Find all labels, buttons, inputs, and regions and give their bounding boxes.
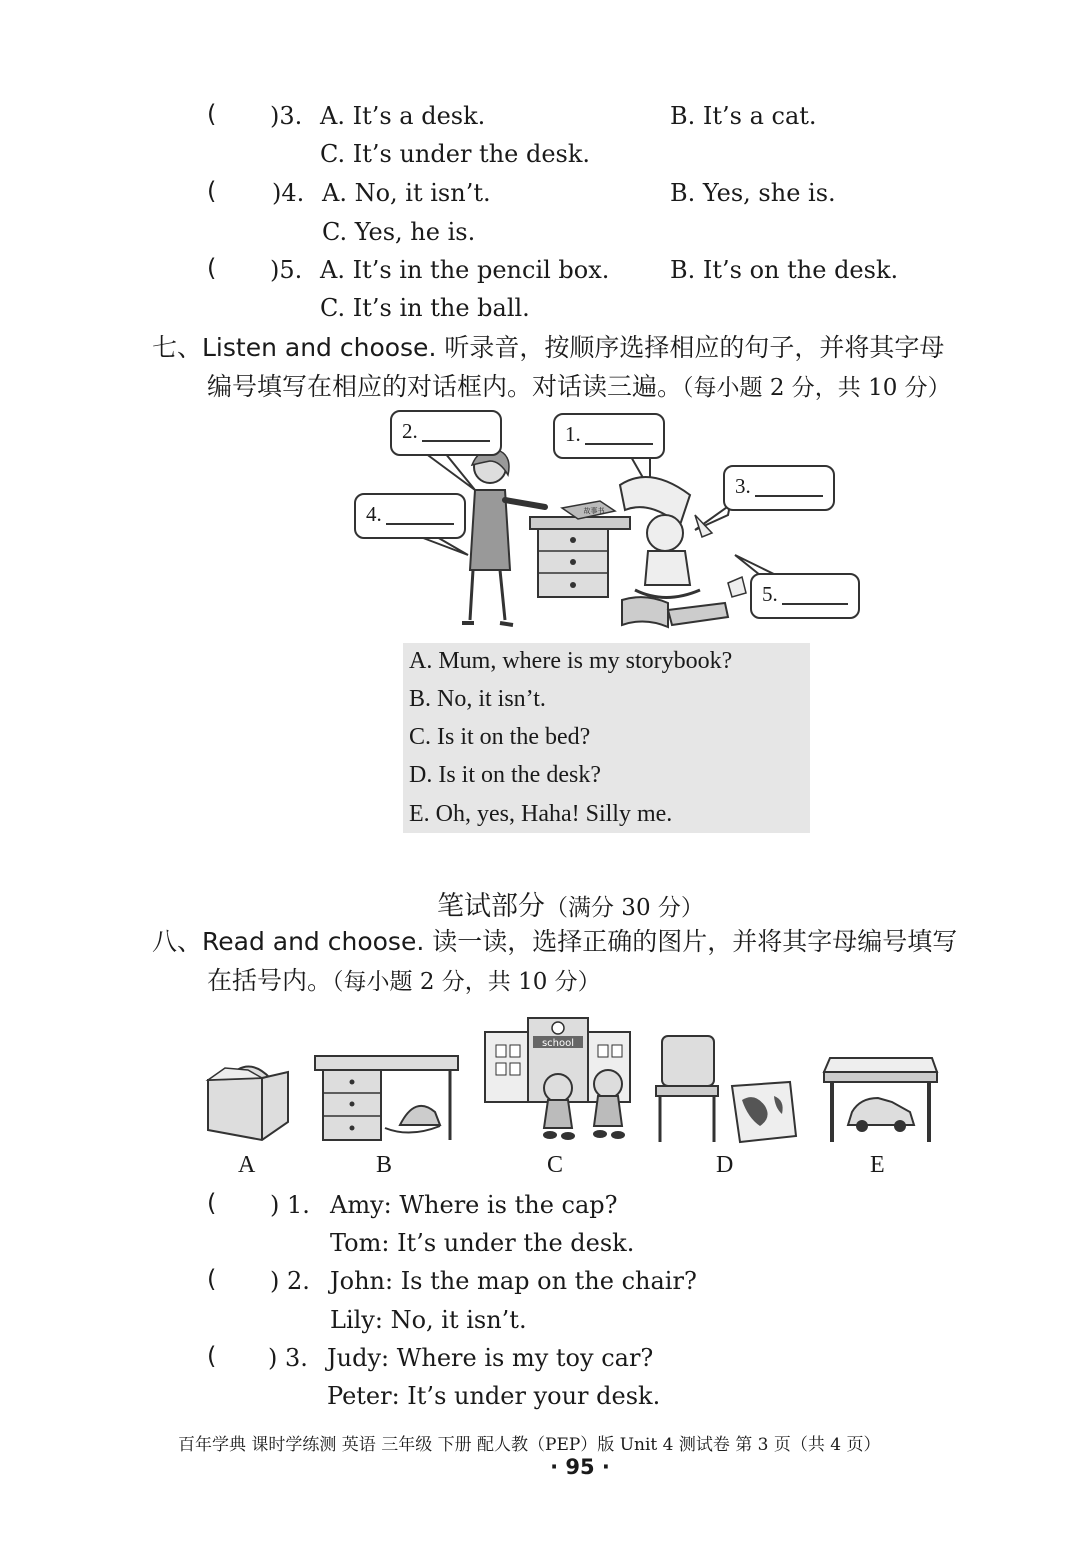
- speech-bubble-5[interactable]: [750, 573, 860, 619]
- section-8-heading-line2: [207, 964, 601, 999]
- dialogue-option-e: E. Oh, yes, Haha! Silly me.: [409, 801, 673, 827]
- option-c: C. Yes, he is.: [322, 218, 476, 246]
- mother-figure: [462, 450, 545, 625]
- section-8-instruction: 在括号内。: [207, 966, 333, 995]
- footer-text: 百年学典 课时学练测 英语 三年级 下册 配人教（PEP）版 Unit 4 测试卷 第 3 页（共 4 页）: [178, 1435, 881, 1455]
- picture-e-car-under-table: [824, 1058, 937, 1142]
- answer-paren[interactable]: (: [207, 177, 217, 205]
- question-number: )4.: [272, 179, 305, 207]
- option-a: A. No, it isn’t.: [322, 179, 491, 207]
- page-number: · 95 ·: [550, 1455, 610, 1479]
- section-8-points: （每小题 2 分，共 10 分）: [332, 969, 601, 995]
- dialogue-option-c: C. Is it on the bed?: [409, 724, 591, 750]
- bubble-number: 4.: [366, 502, 382, 526]
- boy-figure: [620, 477, 700, 598]
- dialogue-line-1: John: Is the map on the chair?: [330, 1267, 697, 1295]
- dialogue-option-d: D. Is it on the desk?: [409, 762, 601, 788]
- question-number: ) 3.: [268, 1344, 308, 1372]
- books-on-floor: [622, 597, 728, 627]
- picture-label-e: E: [870, 1152, 885, 1178]
- dialogue-options-box: [403, 643, 810, 833]
- option-b: B. Yes, she is.: [670, 179, 836, 207]
- dialogue-line-2: Tom: It’s under the desk.: [330, 1229, 635, 1257]
- choice-pictures: [200, 1000, 950, 1150]
- dialogue-line-1: Judy: Where is my toy car?: [327, 1344, 654, 1372]
- bubble-tail-2: [425, 453, 475, 490]
- written-part-points: （满分 30 分）: [545, 895, 704, 921]
- written-part-label: 笔试部分: [437, 891, 545, 922]
- answer-paren[interactable]: (: [207, 254, 217, 282]
- speech-bubble-1[interactable]: [553, 413, 665, 459]
- dialogue-option-a: A. Mum, where is my storybook?: [409, 648, 733, 674]
- question-number: )5.: [270, 256, 303, 284]
- section-7-points: （每小题 2 分，共 10 分）: [682, 375, 951, 401]
- bubble-number: 3.: [735, 474, 751, 498]
- option-b: B. It’s on the desk.: [670, 256, 899, 284]
- option-c: C. It’s under the desk.: [320, 140, 591, 168]
- dialogue-option-b: B. No, it isn’t.: [409, 686, 546, 712]
- speech-bubble-3[interactable]: [723, 465, 835, 511]
- option-b: B. It’s a cat.: [670, 102, 817, 130]
- section-7-heading-line2: [207, 370, 951, 405]
- dialogue-line-2: Peter: It’s under your desk.: [327, 1382, 661, 1410]
- option-c: C. It’s in the ball.: [320, 294, 530, 322]
- question-number: ) 2.: [270, 1267, 310, 1295]
- bubble-number: 2.: [402, 419, 418, 443]
- speech-bubble-2[interactable]: [390, 410, 502, 456]
- bubble-number: 5.: [762, 582, 778, 606]
- section-8-heading: 八、Read and choose. 读一读，选择正确的图片，并将其字母编号填写: [152, 927, 958, 956]
- dialogue-line-1: Amy: Where is the cap?: [330, 1191, 618, 1219]
- picture-b-cap-under-desk: [315, 1056, 458, 1140]
- picture-c-school: [485, 1018, 630, 1140]
- section-7-heading: 七、Listen and choose. 听录音，按顺序选择相应的句子，并将其字母: [152, 333, 945, 362]
- picture-label-c: C: [547, 1152, 564, 1178]
- question-number: )3.: [270, 102, 303, 130]
- dialogue-line-2: Lily: No, it isn’t.: [330, 1306, 527, 1334]
- answer-paren[interactable]: (: [207, 1265, 217, 1293]
- storybook-label: 故事书: [583, 507, 605, 515]
- answer-paren[interactable]: (: [207, 1189, 217, 1217]
- option-a: A. It’s a desk.: [320, 102, 486, 130]
- picture-label-d: D: [716, 1152, 734, 1178]
- written-part-title: [437, 884, 704, 923]
- option-a: A. It’s in the pencil box.: [320, 256, 610, 284]
- speech-bubble-4[interactable]: [354, 493, 466, 539]
- picture-label-a: A: [238, 1152, 256, 1178]
- answer-paren[interactable]: (: [207, 1342, 217, 1370]
- question-number: ) 1.: [270, 1191, 310, 1219]
- desk: [530, 517, 630, 597]
- picture-a-ball-in-box: [208, 1067, 288, 1141]
- picture-label-b: B: [376, 1152, 393, 1178]
- picture-d-chair-and-map: [656, 1036, 796, 1142]
- school-sign-text: school: [541, 1038, 575, 1049]
- answer-paren[interactable]: (: [207, 100, 217, 128]
- section-7-instruction: 编号填写在相应的对话框内。对话读三遍。: [207, 372, 683, 401]
- bubble-number: 1.: [565, 422, 581, 446]
